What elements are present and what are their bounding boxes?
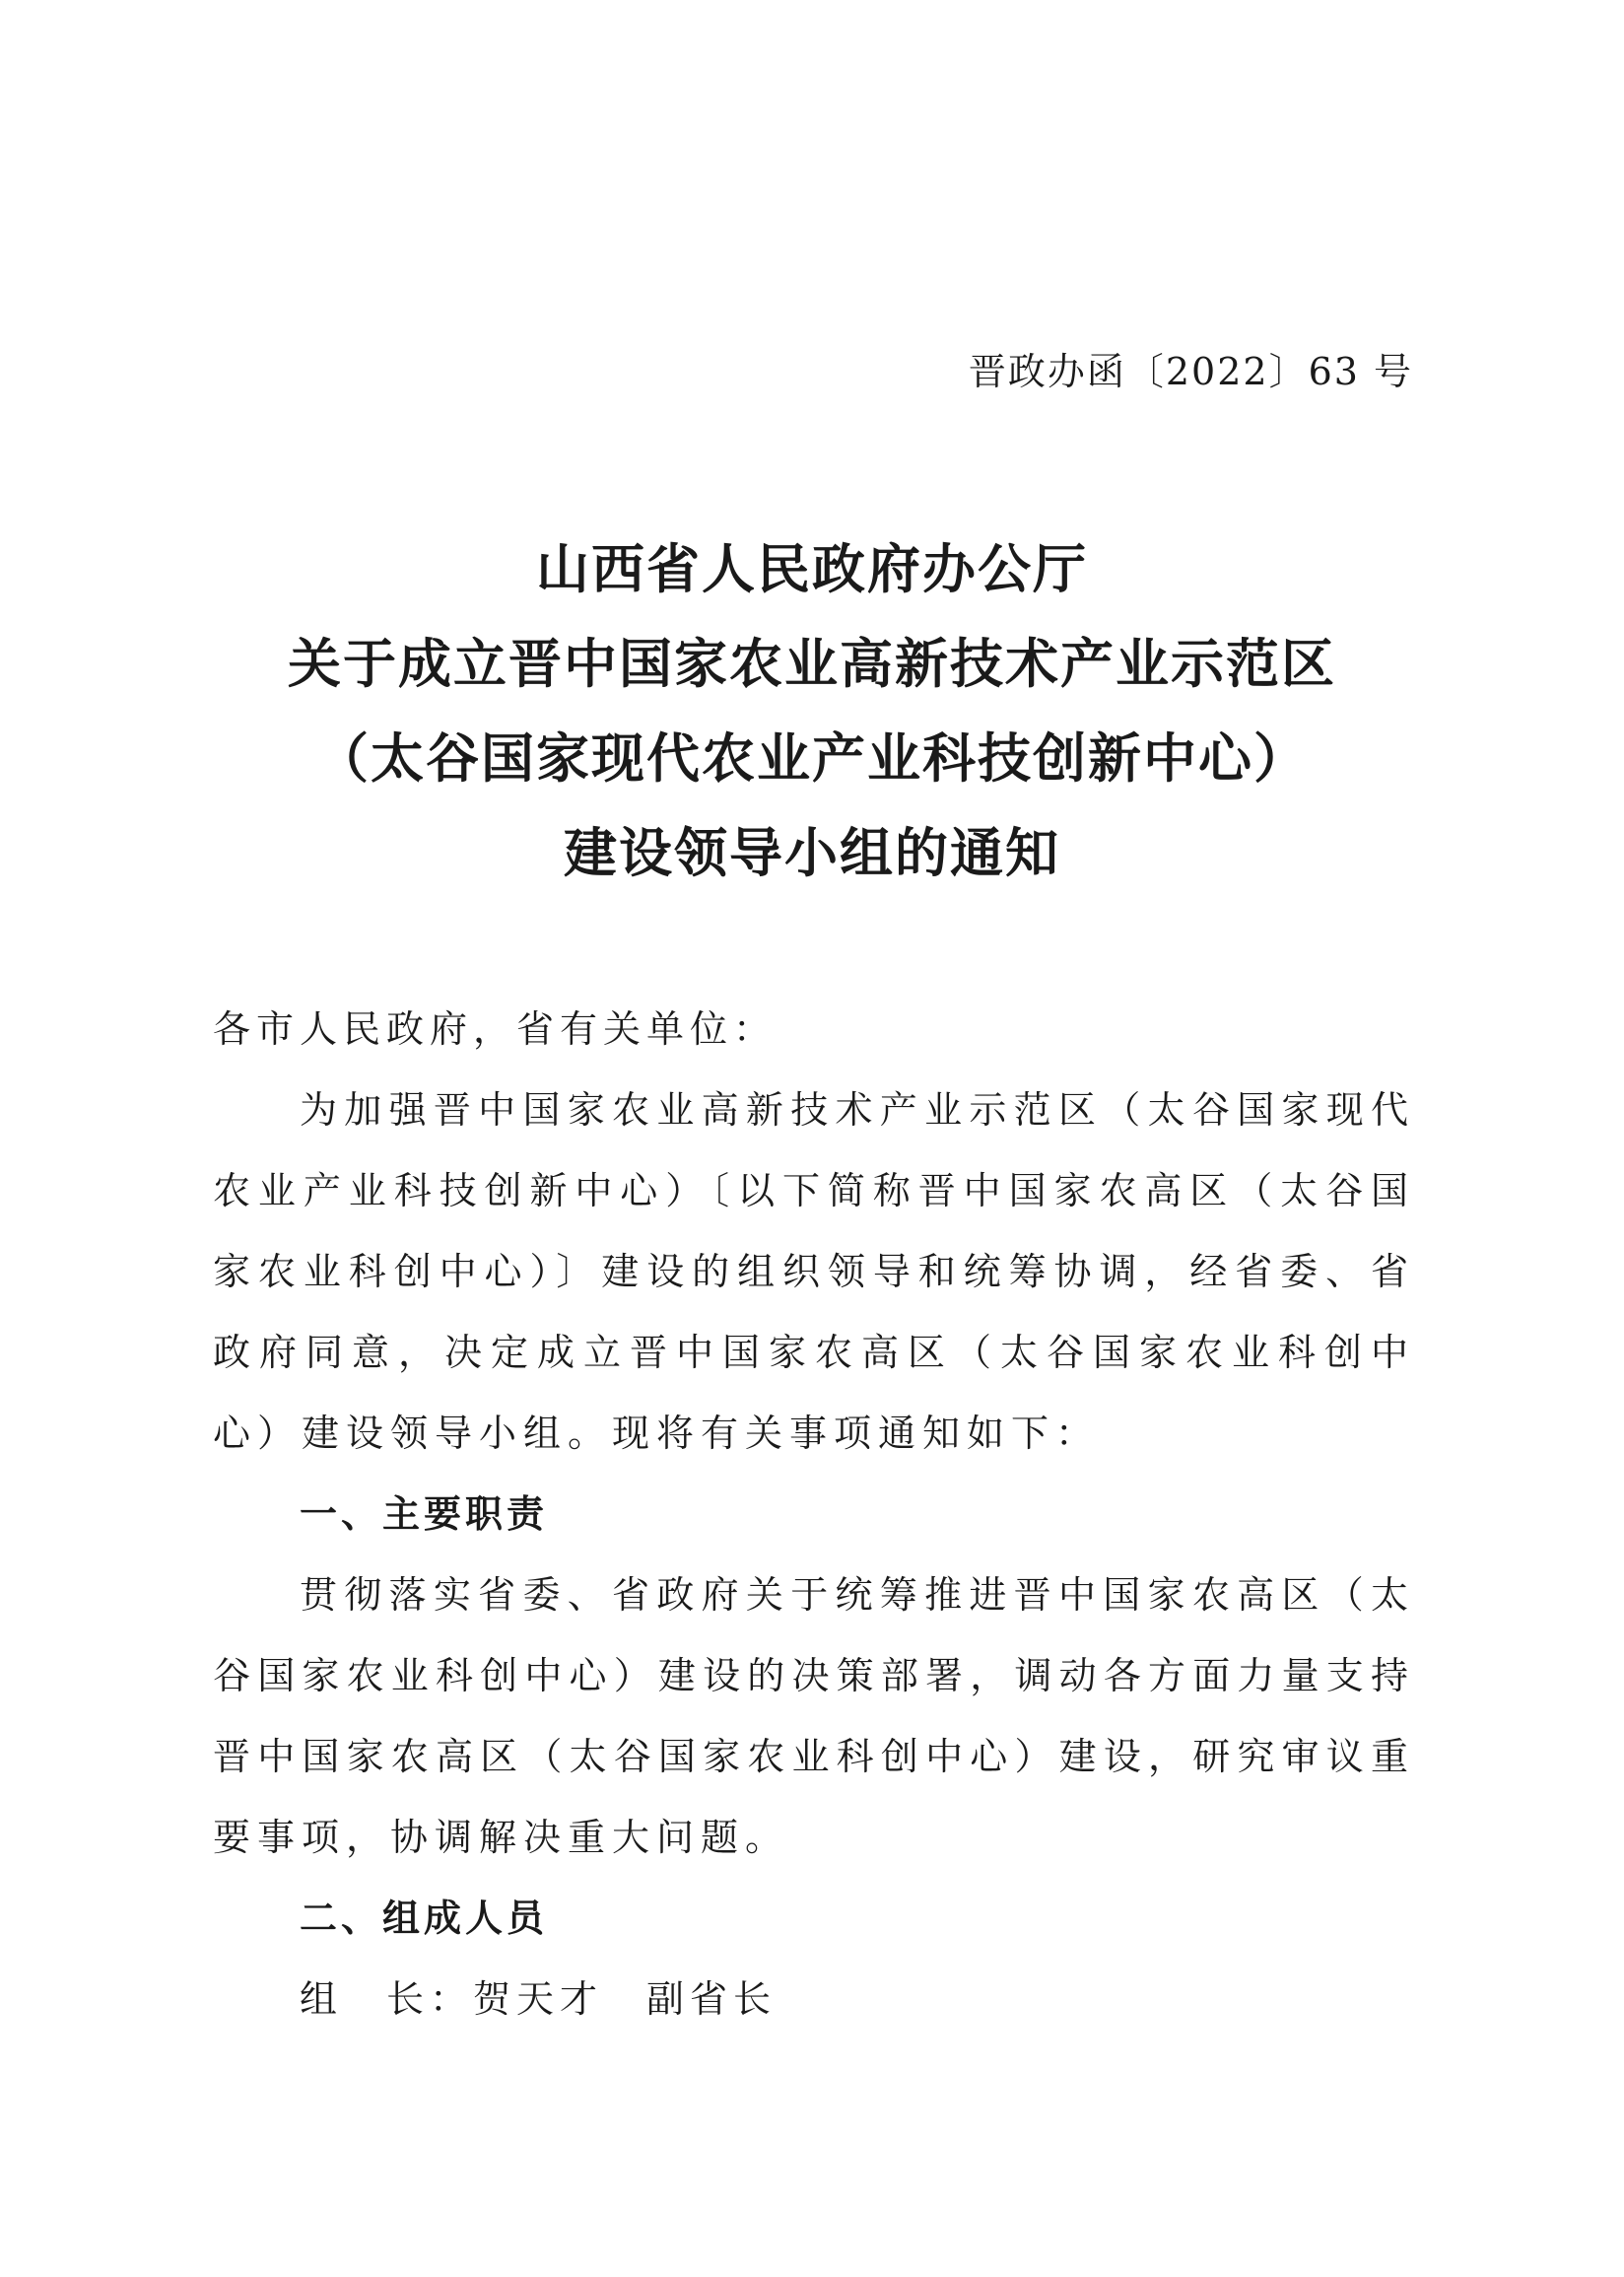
title-line-1: 山西省人民政府办公厅 [536,538,1088,600]
document-body [213,989,1415,2039]
section-heading-members: 二、组成人员 [300,1897,549,1940]
title-line-4: 建设领导小组的通知 [564,822,1060,884]
intro-paragraph: 为加强晋中国家农业高新技术产业示范区（太谷国家现代农业产业科技创新中心）〔以下简称晋中国家农高区（太谷国家农业科创中心）〕建设的组织领导和统筹协调，经省委、省政府同意，决定成立晋中国家农高区（太谷国家农业科创中心）建设领导小组。现将有关事项通知如下： [213,1088,1415,1455]
duties-paragraph: 贯彻落实省委、省政府关于统筹推进晋中国家农高区（太谷国家农业科创中心）建设的决策部署，调动各方面力量支持晋中国家农高区（太谷国家农业科创中心）建设，研究审议重要事项，协调解决重大问题。 [213,1573,1415,1859]
document-number: 晋政办函〔2022〕63 号 [968,350,1413,393]
document-title [148,522,1476,901]
group-leader-line: 组 长：贺天才 副省长 [300,1977,778,2021]
section-heading-duties: 一、主要职责 [300,1492,549,1536]
salutation: 各市人民政府，省有关单位： [213,1007,778,1051]
title-line-3: （太谷国家现代农业产业科技创新中心） [315,727,1309,790]
title-line-2: 关于成立晋中国家农业高新技术产业示范区 [288,633,1336,695]
